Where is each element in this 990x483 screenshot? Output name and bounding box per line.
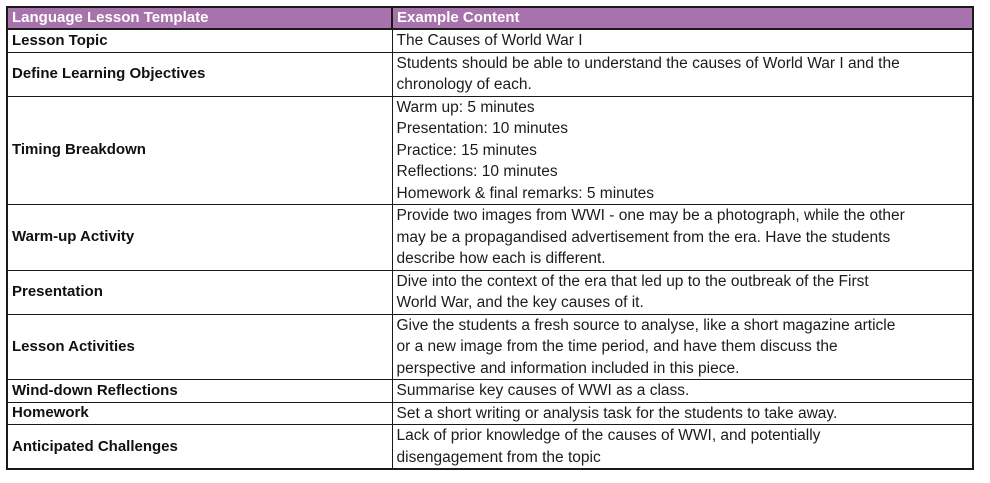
content-line: Set a short writing or analysis task for the students to take away. — [396, 404, 838, 422]
content-line: disengagement from the topic — [396, 448, 601, 466]
row-content-homework — [392, 402, 973, 425]
content-line: may be a propagandised advertisement from the era. Have the students — [396, 228, 891, 246]
content-line: Reflections: 10 minutes — [396, 163, 558, 180]
row-content-presentation — [392, 270, 973, 314]
table-row — [7, 96, 973, 205]
table-row — [7, 29, 973, 52]
row-label-lesson-topic: Lesson Topic — [7, 29, 392, 52]
table-row — [7, 205, 973, 271]
table-header-row — [7, 7, 973, 29]
row-label-presentation: Presentation — [7, 270, 392, 314]
lesson-template-table — [6, 6, 974, 470]
table-row — [7, 270, 973, 314]
content-line: Students should be able to understand the causes of World War I and the — [396, 54, 900, 72]
row-content-anticipated-challenges — [392, 425, 973, 470]
row-label-lesson-activities: Lesson Activities — [7, 314, 392, 380]
content-line: The Causes of World War I — [396, 32, 583, 49]
lesson-template-sheet — [6, 6, 972, 470]
row-content-lesson-activities — [392, 314, 973, 380]
content-line: describe how each is different. — [396, 250, 606, 267]
content-line: Warm up: 5 minutes — [396, 98, 535, 116]
row-content-warm-up-activity — [392, 205, 973, 271]
content-line: or a new image from the time period, and have them discuss the — [396, 338, 838, 355]
row-label-timing-breakdown: Timing Breakdown — [7, 96, 392, 205]
row-content-wind-down-reflections — [392, 380, 973, 403]
content-line: Give the students a fresh source to analyse, like a short magazine article — [396, 316, 896, 334]
table-row — [7, 314, 973, 380]
table-row — [7, 52, 973, 96]
table-row — [7, 380, 973, 403]
row-content-lesson-topic — [392, 29, 973, 52]
row-label-anticipated-challenges: Anticipated Challenges — [7, 425, 392, 470]
row-content-learning-objectives — [392, 52, 973, 96]
content-line: Lack of prior knowledge of the causes of WWI, and potentially — [396, 427, 821, 444]
content-line: perspective and information included in this piece. — [396, 359, 740, 377]
content-line: Practice: 15 minutes — [396, 141, 537, 159]
row-label-homework: Homework — [7, 402, 392, 425]
content-line: Homework & final remarks: 5 minutes — [396, 184, 655, 202]
row-label-learning-objectives: Define Learning Objectives — [7, 52, 392, 96]
row-content-timing-breakdown — [392, 96, 973, 205]
content-line: Summarise key causes of WWI as a class. — [396, 382, 690, 399]
table-row — [7, 425, 973, 470]
content-line: Provide two images from WWI - one may be a photograph, while the other — [396, 207, 905, 224]
row-label-wind-down-reflections: Wind-down Reflections — [7, 380, 392, 403]
content-line: Presentation: 10 minutes — [396, 120, 568, 137]
table-row — [7, 402, 973, 425]
row-label-warm-up-activity: Warm-up Activity — [7, 205, 392, 271]
content-line: World War, and the key causes of it. — [396, 294, 644, 311]
content-line: chronology of each. — [396, 76, 532, 93]
header-example-column: Example Content — [392, 7, 973, 29]
content-line: Dive into the context of the era that led up to the outbreak of the First — [396, 272, 869, 290]
header-template-column: Language Lesson Template — [7, 7, 392, 29]
